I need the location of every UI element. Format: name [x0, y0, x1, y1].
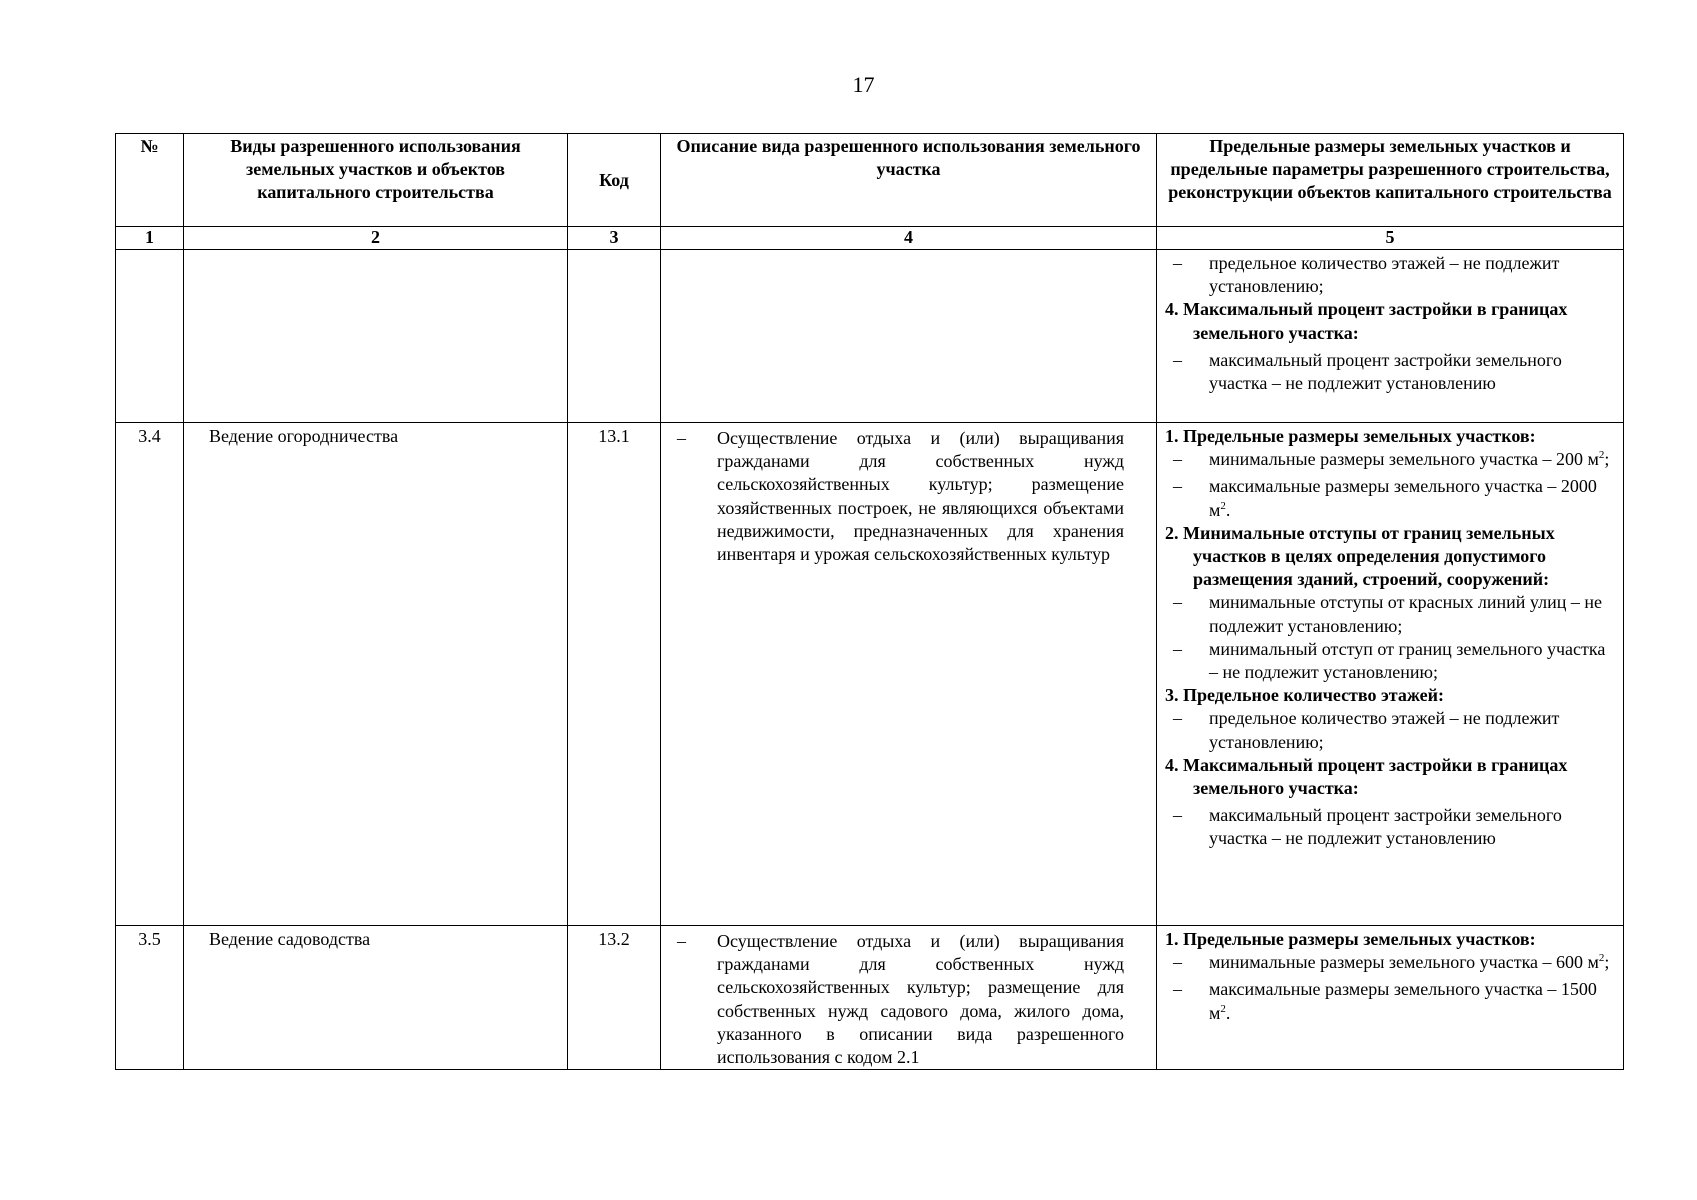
row-params	[1157, 250, 1624, 423]
table-row	[116, 926, 1624, 1070]
param-text: минимальные размеры земельного участка – 600 м	[1209, 952, 1599, 973]
column-number: 3	[568, 227, 661, 250]
table-row	[116, 423, 1624, 926]
row-description-cell	[661, 423, 1157, 926]
dash-marker: –	[1173, 979, 1182, 1000]
dash-marker: –	[1173, 592, 1182, 613]
param-text-end: .	[1225, 499, 1231, 520]
land-use-table	[115, 133, 1624, 1070]
column-number: 4	[661, 227, 1157, 250]
row-description-cell	[661, 926, 1157, 1070]
param-bullet	[1165, 349, 1613, 395]
param-bullet	[1165, 591, 1613, 637]
param-heading: 1. Предельные размеры земельных участков:	[1165, 426, 1536, 446]
description-item	[677, 930, 1124, 1069]
superscript: 2	[1220, 1002, 1226, 1015]
column-number: 1	[116, 227, 184, 250]
superscript: 2	[1598, 952, 1605, 965]
dash-marker: –	[677, 428, 686, 448]
param-heading: 1. Предельные размеры земельных участков:	[1165, 929, 1536, 949]
row-params	[1157, 423, 1624, 926]
table-row	[116, 250, 1624, 423]
param-bullet	[1165, 978, 1613, 1024]
param-text-end: ;	[1604, 449, 1610, 470]
dash-marker: –	[677, 931, 686, 951]
dash-marker: –	[1173, 805, 1182, 826]
row-params	[1157, 926, 1624, 1070]
param-text: максимальные размеры земельного участка – 1500 м	[1209, 979, 1597, 1023]
param-bullet	[1165, 707, 1613, 753]
row-num: 3.5	[116, 926, 184, 1070]
param-heading: 4. Максимальный процент застройки в границах земельного участка:	[1165, 754, 1568, 799]
header-kinds: Виды разрешенного использования земельных участков и объектов капитального строительства	[184, 134, 568, 227]
column-number: 5	[1157, 227, 1624, 250]
row-code	[568, 250, 661, 423]
param-text-end: ;	[1604, 952, 1610, 973]
param-text: максимальный процент застройки земельного участка – не подлежит установлению	[1209, 805, 1562, 849]
header-params: Предельные размеры земельных участков и предельные параметры разрешенного строительства, реконструкции объектов капитального строительства	[1157, 134, 1624, 227]
row-code: 13.1	[568, 423, 661, 926]
row-name: Ведение огородничества	[184, 423, 568, 926]
table-header-row	[116, 134, 1624, 227]
param-text: минимальный отступ от границ земельного участка – не подлежит установлению;	[1209, 638, 1606, 683]
param-text: максимальные размеры земельного участка – 2000 м	[1209, 476, 1597, 520]
param-text: предельное количество этажей – не подлежит установлению;	[1209, 253, 1560, 297]
param-bullet	[1165, 448, 1613, 471]
row-num	[116, 250, 184, 423]
header-num: №	[116, 134, 184, 227]
param-heading: 3. Предельное количество этажей:	[1165, 685, 1444, 706]
description-item	[677, 427, 1124, 566]
row-name	[184, 250, 568, 423]
header-description: Описание вида разрешенного использования земельного участка	[661, 134, 1157, 227]
superscript: 2	[1598, 449, 1605, 462]
row-description	[661, 250, 1157, 423]
column-number: 2	[184, 227, 568, 250]
param-text: предельное количество этажей – не подлежит установлению;	[1209, 708, 1560, 752]
column-number-row	[116, 227, 1624, 250]
dash-marker: –	[1173, 638, 1182, 659]
row-name: Ведение садоводства	[184, 926, 568, 1070]
param-bullet	[1165, 475, 1613, 521]
dash-marker: –	[1173, 449, 1182, 470]
row-description: Осуществление отдыха и (или) выращивания гражданами для собственных нужд сельскохозяйственных культур; размещение хозяйственных построек, не являющихся объектами недвижимости, предназначенных для хранения инвентаря и урожая сельскохозяйственных культур	[717, 428, 1124, 565]
param-text: минимальные размеры земельного участка – 200 м	[1209, 449, 1599, 470]
param-bullet	[1165, 252, 1613, 298]
superscript: 2	[1220, 499, 1226, 512]
param-text-end: .	[1225, 1002, 1231, 1023]
page-number: 17	[852, 72, 875, 97]
param-text: минимальные отступы от красных линий улиц – не подлежит установлению;	[1209, 592, 1602, 636]
dash-marker: –	[1173, 349, 1182, 370]
param-text: максимальный процент застройки земельного участка – не подлежит установлению	[1209, 349, 1562, 394]
param-bullet	[1165, 804, 1613, 850]
dash-marker: –	[1173, 952, 1182, 973]
param-bullet	[1165, 951, 1613, 974]
row-num: 3.4	[116, 423, 184, 926]
dash-marker: –	[1173, 253, 1182, 273]
header-code: Код	[568, 134, 661, 227]
row-description: Осуществление отдыха и (или) выращивания гражданами для собственных нужд сельскохозяйственных культур; размещение для собственных нужд садового дома, жилого дома, указанного в описании вида разрешенного использования с кодом 2.1	[717, 931, 1124, 1068]
param-bullet	[1165, 638, 1613, 684]
row-code: 13.2	[568, 926, 661, 1070]
dash-marker: –	[1173, 708, 1182, 729]
dash-marker: –	[1173, 476, 1182, 497]
param-heading: 4. Максимальный процент застройки в границах земельного участка:	[1165, 299, 1568, 343]
param-heading: 2. Минимальные отступы от границ земельных участков в целях определения допустимого размещения зданий, строений, сооружений:	[1165, 522, 1555, 590]
